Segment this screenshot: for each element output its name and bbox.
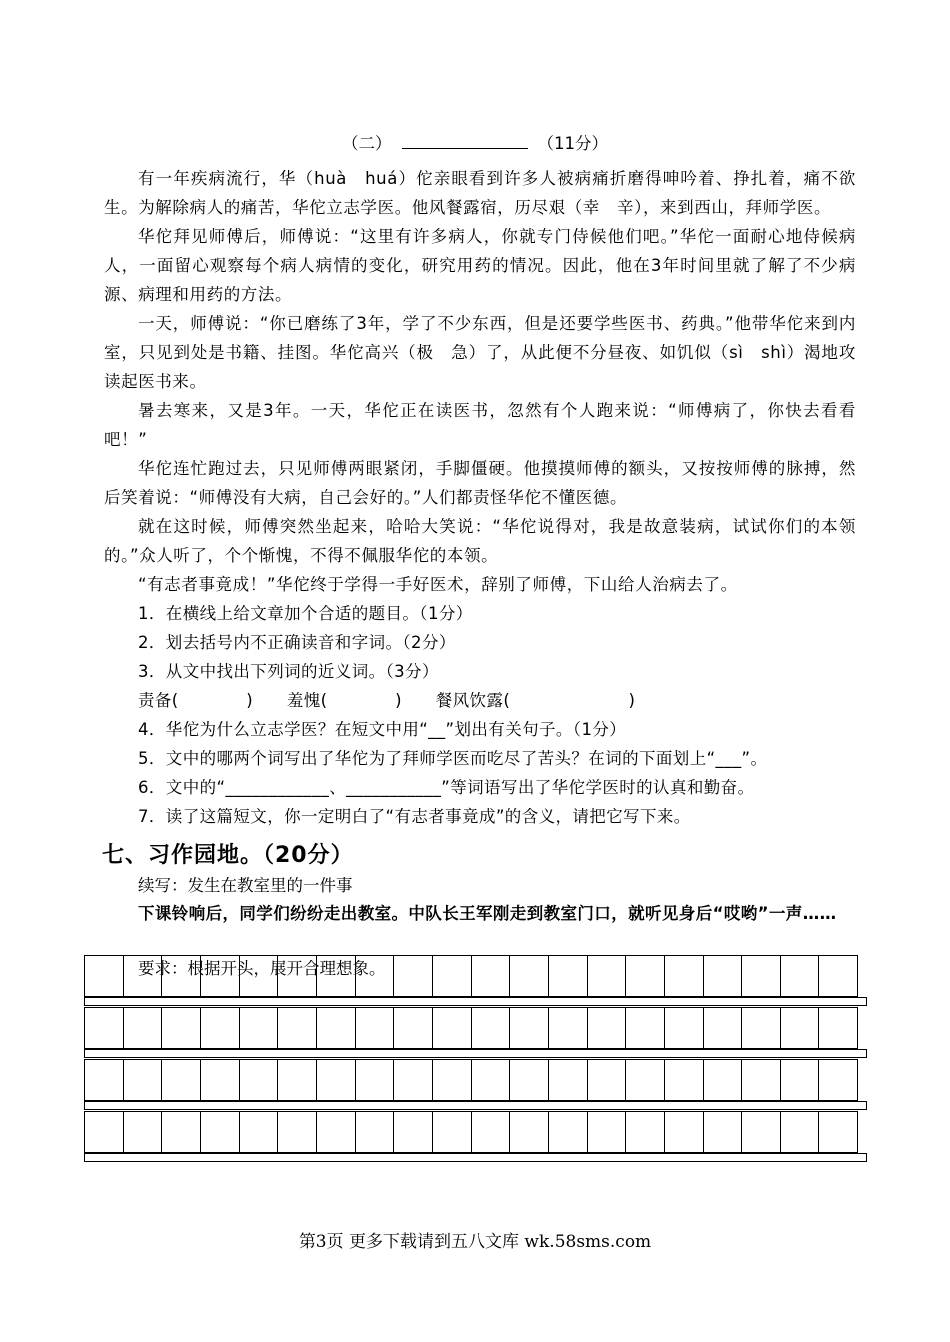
grid-cell[interactable] [588, 1112, 627, 1152]
grid-cell[interactable] [85, 1060, 124, 1100]
question-4: 4．华佗为什么立志学医？在短文中用“__”划出有关句子。（1分） [138, 720, 627, 739]
grid-cell[interactable] [472, 1008, 511, 1048]
heading-right: （11分） [537, 134, 608, 153]
grid-cell[interactable] [665, 956, 704, 996]
grid-cell[interactable] [819, 1008, 857, 1048]
question-6: 6．文中的“____________、___________”等词语写出了华佗学医时的认真和勤奋。 [138, 778, 755, 797]
grid-cell[interactable] [704, 1060, 743, 1100]
grid-cell[interactable] [742, 1112, 781, 1152]
grid-gap-row [84, 1049, 867, 1058]
question-7: 7．读了这篇短文，你一定明白了“有志者事竟成”的含义，请把它写下来。 [138, 807, 691, 826]
grid-cell[interactable] [665, 1060, 704, 1100]
grid-cell[interactable] [704, 956, 743, 996]
grid-cell[interactable] [278, 1060, 317, 1100]
passage-paragraph: 有一年疾病流行，华（huà huá）佗亲眼看到许多人被病痛折磨得呻吟着、挣扎着，痛不欲生。为解除病人的痛苦，华佗立志学医。他风餐露宿，历尽艰（幸 辛），来到西山，拜师学医。 [104, 169, 856, 217]
grid-cell[interactable] [742, 956, 781, 996]
grid-cell[interactable] [201, 956, 240, 996]
grid-row [84, 1059, 858, 1101]
composition-title: 七、习作园地。（20分） [102, 843, 354, 868]
question-3-words[interactable]: 责备( ) 羞愧( ) 餐风饮露( ) [138, 691, 636, 710]
grid-cell[interactable] [124, 1060, 163, 1100]
grid-cell[interactable] [394, 956, 433, 996]
passage-paragraph: 暑去寒来，又是3年。一天，华佗正在读医书，忽然有个人跑来说：“师傅病了，你快去看看吧！” [104, 401, 856, 449]
grid-cell[interactable] [626, 1112, 665, 1152]
grid-cell[interactable] [510, 1008, 549, 1048]
grid-cell[interactable] [665, 1112, 704, 1152]
grid-cell[interactable] [433, 1112, 472, 1152]
grid-cell[interactable] [162, 1060, 201, 1100]
reading-passage [104, 164, 856, 831]
grid-row [84, 1007, 858, 1049]
grid-gap-row [84, 1101, 867, 1110]
grid-cell[interactable] [394, 1060, 433, 1100]
grid-cell[interactable] [472, 1060, 511, 1100]
grid-cell[interactable] [85, 1008, 124, 1048]
grid-cell[interactable] [588, 1060, 627, 1100]
grid-cell[interactable] [356, 1112, 395, 1152]
passage-paragraph: “有志者事竟成！”华佗终于学得一手好医术，辞别了师傅，下山给人治病去了。 [138, 575, 738, 594]
grid-cell[interactable] [317, 1060, 356, 1100]
grid-cell[interactable] [317, 1112, 356, 1152]
grid-cell[interactable] [549, 1112, 588, 1152]
grid-cell[interactable] [317, 956, 356, 996]
question-2: 2．划去括号内不正确读音和字词。（2分） [138, 633, 456, 652]
grid-cell[interactable] [201, 1112, 240, 1152]
reading-heading [0, 134, 950, 154]
grid-cell[interactable] [781, 956, 820, 996]
grid-row [84, 955, 858, 997]
grid-cell[interactable] [472, 1112, 511, 1152]
grid-cell[interactable] [124, 956, 163, 996]
passage-paragraph: 就在这时候，师傅突然坐起来，哈哈大笑说：“华佗说得对，我是故意装病，试试你们的本领的。”众人听了，个个惭愧，不得不佩服华佗的本领。 [104, 517, 856, 565]
grid-cell[interactable] [433, 1060, 472, 1100]
grid-cell[interactable] [704, 1008, 743, 1048]
grid-cell[interactable] [162, 1112, 201, 1152]
grid-cell[interactable] [781, 1060, 820, 1100]
grid-cell[interactable] [510, 1060, 549, 1100]
grid-cell[interactable] [781, 1112, 820, 1152]
grid-cell[interactable] [549, 1060, 588, 1100]
grid-cell[interactable] [588, 956, 627, 996]
grid-cell[interactable] [742, 1060, 781, 1100]
heading-left: （二） [342, 134, 392, 153]
question-1: 1．在横线上给文章加个合适的题目。（1分） [138, 604, 473, 623]
grid-cell[interactable] [240, 956, 279, 996]
grid-cell[interactable] [240, 1112, 279, 1152]
grid-gap-row [84, 997, 867, 1006]
grid-gap-row [84, 1153, 867, 1162]
composition-subtitle: 续写：发生在教室里的一件事 [138, 876, 353, 895]
grid-cell[interactable] [819, 1060, 857, 1100]
grid-cell[interactable] [85, 1112, 124, 1152]
composition-prompt: 下课铃响后，同学们纷纷走出教室。中队长王军刚走到教室门口，就听见身后“哎哟”一声…… [138, 904, 837, 923]
grid-cell[interactable] [124, 1008, 163, 1048]
page-footer: 第3页 更多下载请到五八文库 wk.58sms.com [298, 1232, 652, 1252]
grid-cell[interactable] [356, 956, 395, 996]
grid-cell[interactable] [588, 1008, 627, 1048]
grid-cell[interactable] [162, 1008, 201, 1048]
grid-cell[interactable] [356, 1008, 395, 1048]
grid-cell[interactable] [278, 1008, 317, 1048]
grid-cell[interactable] [394, 1112, 433, 1152]
grid-cell[interactable] [549, 956, 588, 996]
grid-row [84, 1111, 858, 1153]
grid-cell[interactable] [201, 1060, 240, 1100]
grid-cell[interactable] [510, 1112, 549, 1152]
grid-cell[interactable] [819, 956, 857, 996]
grid-cell[interactable] [356, 1060, 395, 1100]
grid-cell[interactable] [278, 1112, 317, 1152]
grid-cell[interactable] [240, 1060, 279, 1100]
grid-cell[interactable] [742, 1008, 781, 1048]
grid-cell[interactable] [626, 1060, 665, 1100]
grid-cell[interactable] [626, 956, 665, 996]
question-3: 3．从文中找出下列词的近义词。（3分） [138, 662, 439, 681]
grid-cell[interactable] [201, 1008, 240, 1048]
grid-cell[interactable] [124, 1112, 163, 1152]
passage-paragraph: 华佗连忙跑过去，只见师傅两眼紧闭，手脚僵硬。他摸摸师傅的额头，又按按师傅的脉搏，然后笑着说：“师傅没有大病，自己会好的。”人们都责怪华佗不懂医德。 [104, 459, 856, 507]
passage-paragraph: 华佗拜见师傅后，师傅说：“这里有许多病人，你就专门侍候他们吧。”华佗一面耐心地侍候病人，一面留心观察每个病人病情的变化，研究用药的情况。因此，他在3年时间里就了解了不少病源、病理和用药的方法。 [104, 227, 856, 304]
grid-cell[interactable] [472, 956, 511, 996]
passage-paragraph: 一天，师傅说：“你已磨练了3年，学了不少东西，但是还要学些医书、药典。”他带华佗来到内室，只见到处是书籍、挂图。华佗高兴（极 急）了，从此便不分昼夜、如饥似（sì shì）渴地攻读起医书来。 [104, 314, 856, 391]
grid-cell[interactable] [665, 1008, 704, 1048]
composition-requirement: 要求：根据开头，展开合理想象。 [138, 959, 386, 978]
question-5: 5．文中的哪两个词写出了华佗为了拜师学医而吃尽了苦头？在词的下面划上“___”。 [138, 749, 768, 768]
grid-cell[interactable] [819, 1112, 857, 1152]
grid-cell[interactable] [433, 956, 472, 996]
grid-cell[interactable] [433, 1008, 472, 1048]
title-blank[interactable] [402, 134, 528, 149]
grid-cell[interactable] [704, 1112, 743, 1152]
grid-cell[interactable] [626, 1008, 665, 1048]
grid-cell[interactable] [278, 956, 317, 996]
grid-cell[interactable] [781, 1008, 820, 1048]
grid-cell[interactable] [394, 1008, 433, 1048]
grid-cell[interactable] [240, 1008, 279, 1048]
grid-cell[interactable] [85, 956, 124, 996]
grid-cell[interactable] [162, 956, 201, 996]
grid-cell[interactable] [549, 1008, 588, 1048]
grid-cell[interactable] [510, 956, 549, 996]
grid-cell[interactable] [317, 1008, 356, 1048]
